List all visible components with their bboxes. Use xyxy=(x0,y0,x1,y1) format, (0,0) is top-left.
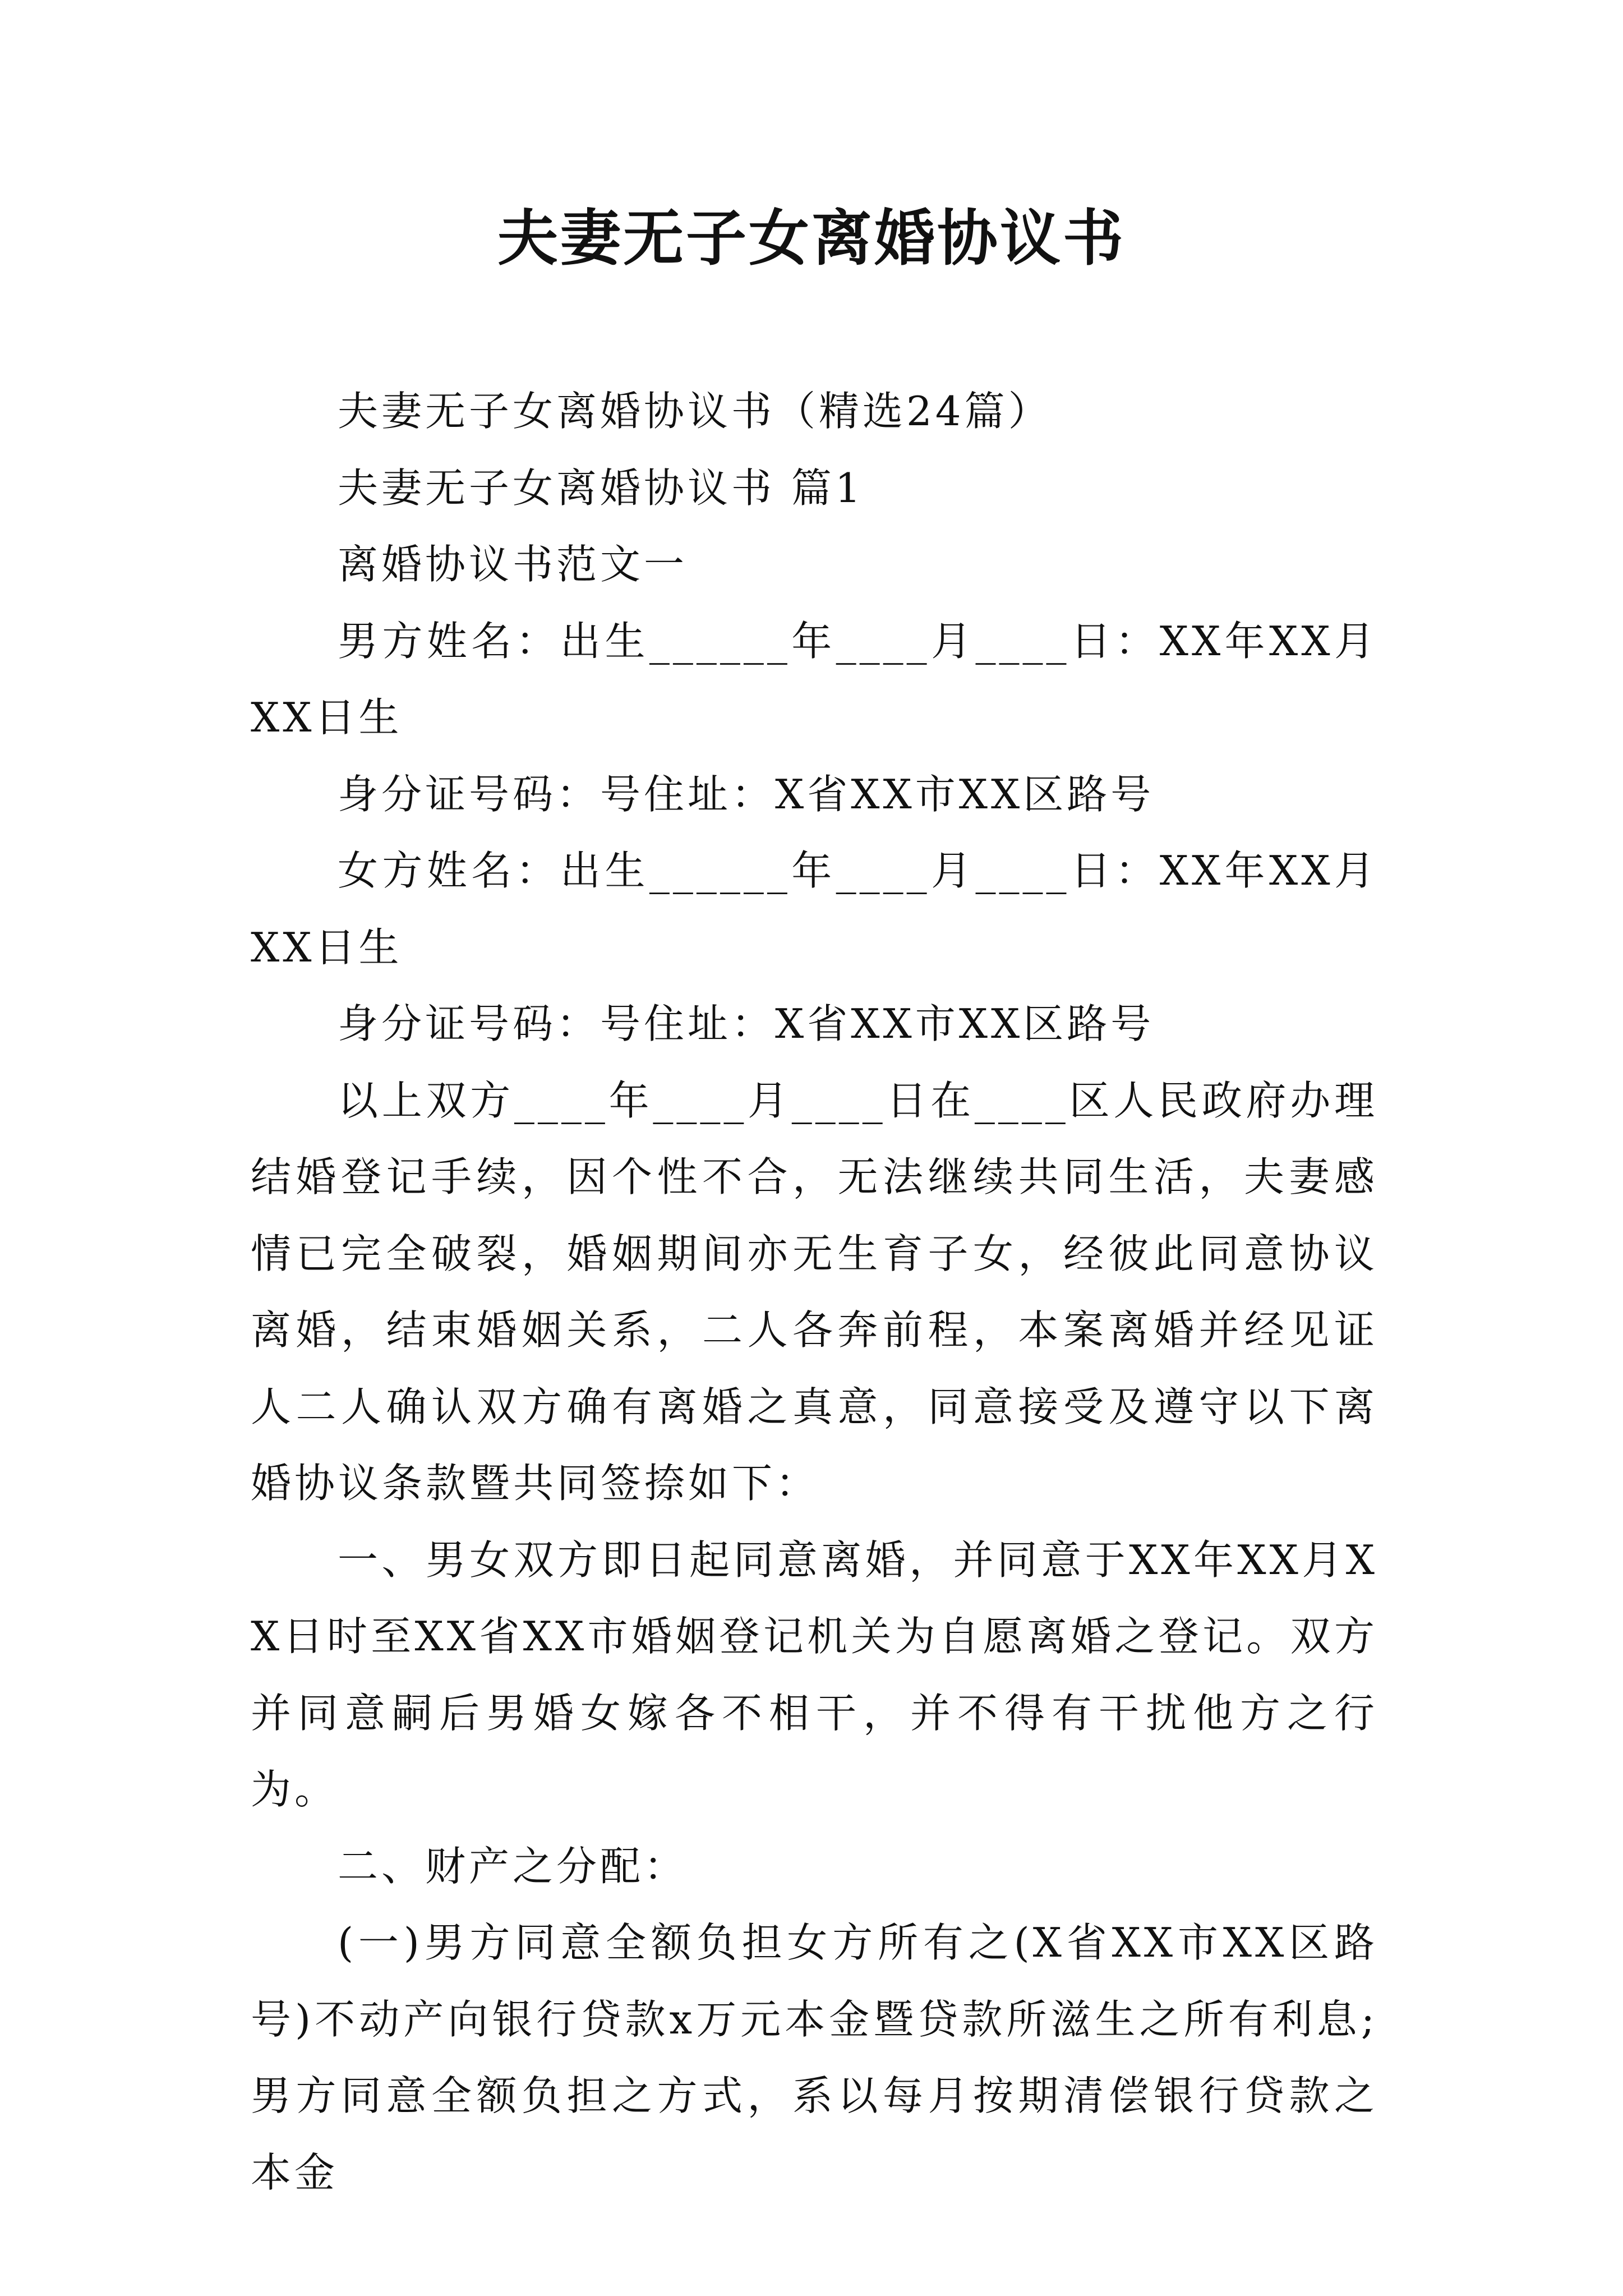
sample-heading: 离婚协议书范文一 xyxy=(338,541,688,588)
male-party-info: 男方姓名：出生______年____月____日：XX年XX月XX日生 xyxy=(251,617,1378,741)
female-party-info: 女方姓名：出生______年____月____日：XX年XX月XX日生 xyxy=(251,847,1378,971)
document-body xyxy=(251,373,1378,2211)
female-id-address: 身分证号码：号住址：X省XX市XX区路号 xyxy=(338,1000,1155,1047)
clause-two-heading: 二、财产之分配： xyxy=(338,1842,688,1890)
section-heading: 夫妻无子女离婚协议书 篇1 xyxy=(338,464,864,512)
clause-two-item-one: (一)男方同意全额负担女方所有之(X省XX市XX区路号)不动产向银行贷款x万元本金暨贷款所滋生之所有利息;男方同意全额负担之方式，系以每月按期清偿银行贷款之本金 xyxy=(251,1919,1378,2196)
preamble-paragraph: 以上双方____年____月____日在____区人民政府办理结婚登记手续，因个性不合，无法继续共同生活，夫妻感情已完全破裂，婚姻期间亦无生育子女，经彼此同意协议离婚，结束婚姻关系，二人各奔前程，本案离婚并经见证人二人确认双方确有离婚之真意，同意接受及遵守以下离婚协议条款暨共同签捺如下： xyxy=(251,1076,1378,1507)
document-title: 夫妻无子女离婚协议书 xyxy=(497,203,1126,274)
clause-one: 一、男女双方即日起同意离婚，并同意于XX年XX月XX日时至XX省XX市婚姻登记机关为自愿离婚之登记。双方并同意嗣后男婚女嫁各不相干，并不得有干扰他方之行为。 xyxy=(251,1536,1378,1813)
subtitle-paragraph: 夫妻无子女离婚协议书（精选24篇） xyxy=(338,388,1052,435)
male-id-address: 身分证号码：号住址：X省XX市XX区路号 xyxy=(338,770,1155,818)
